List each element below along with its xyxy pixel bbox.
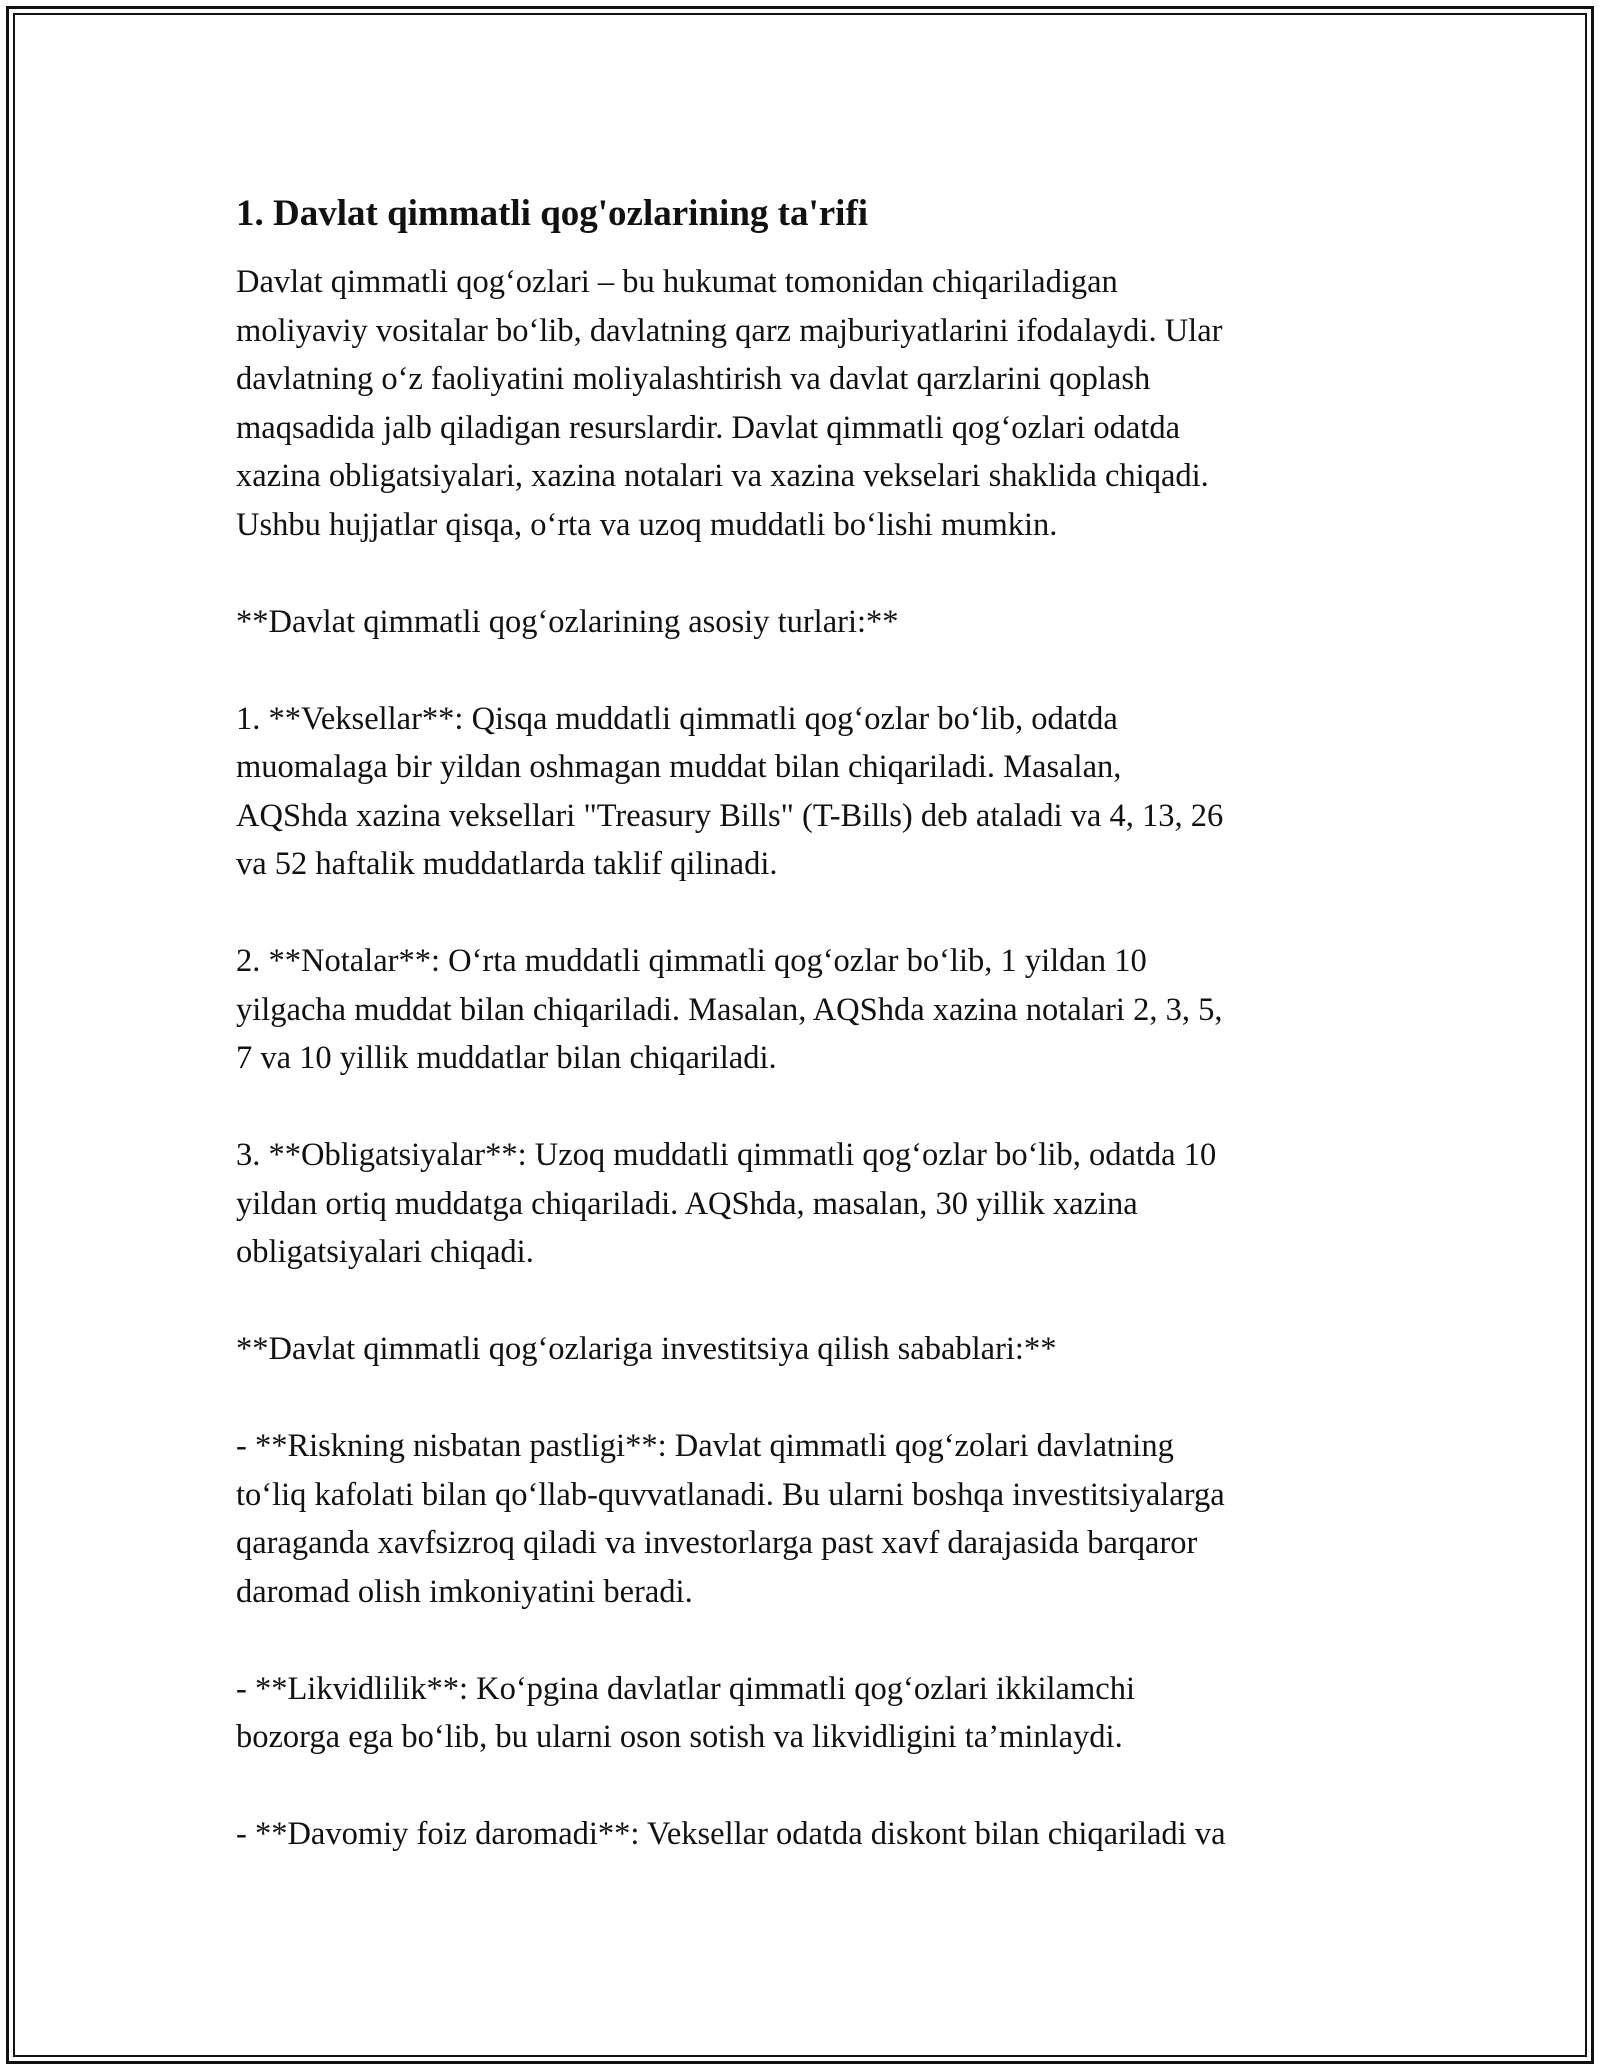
text-line: yilgacha muddat bilan chiqariladi. Masalan, AQShda xazina notalari 2, 3, 5, <box>236 991 1223 1028</box>
text-line: **Davlat qimmatli qog‘ozlariga investitsiya qilish sabablari:** <box>236 1331 1057 1367</box>
text-line: 3. **Obligatsiyalar**: Uzoq muddatli qimmatli qog‘ozlar bo‘lib, odatda 10 <box>236 1137 1217 1173</box>
paragraph <box>236 937 1376 1083</box>
text-line: to‘liq kafolati bilan qo‘llab-quvvatlanadi. Bu ularni boshqa investitsiyalarga <box>236 1476 1225 1513</box>
paragraph <box>236 1422 1376 1616</box>
text-line: xazina obligatsiyalari, xazina notalari va xazina vekselari shaklida chiqadi. <box>236 458 1209 494</box>
text-line: yildan ortiq muddatga chiqariladi. AQShda, masalan, 30 yillik xazina <box>236 1185 1138 1222</box>
text-line: - **Likvidlilik**: Ko‘pgina davlatlar qimmatli qog‘ozlari ikkilamchi <box>236 1670 1135 1707</box>
paragraph-gap <box>236 1277 1376 1326</box>
section-heading: 1. Davlat qimmatli qog'ozlarining ta'rifi <box>236 193 869 234</box>
text-line: va 52 haftalik muddatlarda taklif qilinadi. <box>236 846 778 882</box>
text-line: AQShda xazina veksellari "Treasury Bills" (T-Bills) deb ataladi va 4, 13, 26 <box>236 797 1224 834</box>
text-line: Davlat qimmatli qog‘ozlari – bu hukumat tomonidan chiqariladigan <box>236 264 1118 300</box>
paragraph <box>236 695 1376 889</box>
text-line: 7 va 10 yillik muddatlar bilan chiqariladi. <box>236 1040 777 1076</box>
paragraph-gap <box>236 889 1376 938</box>
paragraph <box>236 258 1376 549</box>
paragraph <box>236 1665 1376 1762</box>
text-line: 2. **Notalar**: O‘rta muddatli qimmatli qog‘ozlar bo‘lib, 1 yildan 10 <box>236 943 1147 979</box>
paragraph <box>236 1325 1376 1374</box>
text-line: maqsadida jalb qiladigan resurslardir. Davlat qimmatli qog‘ozlari odatda <box>236 409 1181 446</box>
text-line: - **Riskning nisbatan pastligi**: Davlat qimmatli qog‘zolari davlatning <box>236 1428 1174 1464</box>
paragraph <box>236 1810 1376 1859</box>
paragraphs <box>236 258 1376 1859</box>
text-line: bozorga ega bo‘lib, bu ularni oson sotish va likvidligini ta’minlaydi. <box>236 1719 1123 1755</box>
text-line: qaraganda xavfsizroq qiladi va investorlarga past xavf darajasida barqaror <box>236 1525 1198 1561</box>
text-line: davlatning o‘z faoliyatini moliyalashtirish va davlat qarzlarini qoplash <box>236 361 1151 397</box>
text-line: muomalaga bir yildan oshmagan muddat bilan chiqariladi. Masalan, <box>236 749 1122 785</box>
paragraph <box>236 598 1376 647</box>
text-line: 1. **Veksellar**: Qisqa muddatli qimmatli qog‘ozlar bo‘lib, odatda <box>236 700 1118 737</box>
paragraph-gap <box>236 1616 1376 1665</box>
text-line: daromad olish imkoniyatini beradi. <box>236 1573 693 1610</box>
paragraph-gap <box>236 1762 1376 1811</box>
text-line: Ushbu hujjatlar qisqa, o‘rta va uzoq muddatli bo‘lishi mumkin. <box>236 506 1058 543</box>
text-line: obligatsiyalari chiqadi. <box>236 1234 534 1270</box>
paragraph-gap <box>236 549 1376 598</box>
document-body <box>236 186 1376 1859</box>
text-line: **Davlat qimmatli qog‘ozlarining asosiy turlari:** <box>236 603 899 640</box>
paragraph-gap <box>236 1374 1376 1423</box>
text-line: moliyaviy vositalar bo‘lib, davlatning qarz majburiyatlarini ifodalaydi. Ular <box>236 312 1223 349</box>
paragraph-gap <box>236 1083 1376 1132</box>
paragraph-gap <box>236 646 1376 695</box>
paragraph <box>236 1131 1376 1277</box>
text-line: - **Davomiy foiz daromadi**: Veksellar odatda diskont bilan chiqariladi va <box>236 1816 1226 1852</box>
